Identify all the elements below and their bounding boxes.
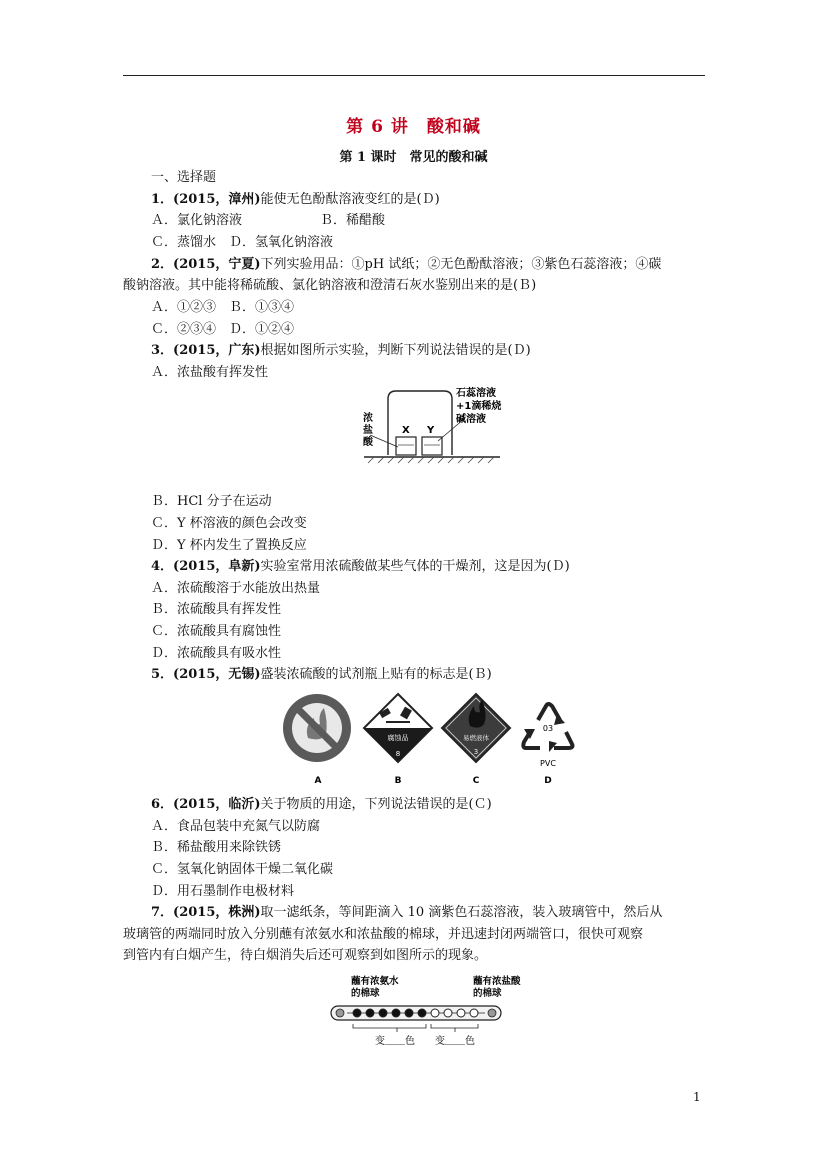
- page-subtitle: 第 1 课时 常见的酸和碱: [339, 150, 488, 165]
- fig7-label-left-1: 蘸有浓氨水: [351, 976, 399, 987]
- question-4-option-d: Ｄ．浓硫酸具有吸水性: [151, 646, 282, 661]
- corrosive-sign-icon: [364, 694, 432, 762]
- fig5-label-c: C: [472, 776, 480, 786]
- page-number: 1: [693, 1090, 701, 1104]
- sign-b-text: 腐蚀品: [387, 734, 409, 742]
- question-6-stem: 6．(2015，临沂)关于物质的用途，下列说法错误的是(Ｃ): [151, 797, 492, 812]
- fig3-label-y: Y: [427, 425, 435, 436]
- fig7-label-bottom-right: 变＿＿色: [435, 1036, 475, 1047]
- sign-d-code: 03: [542, 724, 554, 733]
- question-3-figure: [360, 385, 505, 465]
- sign-d-text: PVC: [540, 759, 556, 768]
- sign-c-text: 易燃液体: [463, 734, 489, 742]
- question-4-option-c: Ｃ．浓硫酸具有腐蚀性: [151, 624, 282, 639]
- question-7-stem-cont-1: 玻璃管的两端同时放入分别蘸有浓氨水和浓盐酸的棉球，并迅速封闭两端管口，很快可观察: [123, 927, 644, 942]
- fig3-label-left-3: 酸: [363, 437, 373, 448]
- question-4-option-b: Ｂ．浓硫酸具有挥发性: [151, 602, 282, 617]
- fig5-label-b: B: [394, 776, 402, 786]
- question-1-option-b: Ｂ．稀醋酸: [320, 213, 386, 228]
- section-heading: 一、选择题: [151, 170, 217, 185]
- question-1-options-cd: Ｃ．蒸馏水 Ｄ．氢氧化钠溶液: [151, 235, 334, 250]
- fig3-label-x: X: [402, 425, 410, 436]
- question-6-option-d: Ｄ．用石墨制作电极材料: [151, 884, 295, 899]
- question-3-stem: 3．(2015，广东)根据如图所示实验，判断下列说法错误的是(Ｄ): [151, 343, 531, 358]
- fig3-label-left-1: 浓: [363, 413, 373, 424]
- fig3-label-right-2: +1滴稀烧: [456, 401, 502, 412]
- fig5-label-d: D: [544, 776, 552, 786]
- question-7-figure: [325, 972, 521, 1050]
- flammable-liquid-sign-icon: [442, 694, 510, 762]
- fig7-label-right-2: 的棉球: [473, 988, 502, 999]
- question-2-stem: 2．(2015，宁夏)下列实验用品：①pH 试纸；②无色酚酞溶液；③紫色石蕊溶液；④碳: [151, 257, 662, 272]
- fig7-label-bottom-left: 变＿＿色: [375, 1036, 415, 1047]
- fig5-label-a: A: [314, 776, 322, 786]
- question-2-stem-cont: 酸钠溶液。其中能将稀硫酸、氯化钠溶液和澄清石灰水鉴别出来的是(Ｂ): [123, 278, 537, 293]
- question-7-stem: 7．(2015，株洲)取一滤纸条，等间距滴入 10 滴紫色石蕊溶液，装入玻璃管中，然后从: [151, 905, 663, 920]
- question-3-option-b: Ｂ．HCl 分子在运动: [151, 494, 272, 509]
- question-5-figure: [278, 692, 588, 788]
- question-2-options-cd: Ｃ．②③④ Ｄ．①②④: [151, 322, 295, 337]
- fig3-label-right-3: 碱溶液: [456, 414, 486, 425]
- no-fire-sign-icon: [283, 694, 351, 762]
- question-1-option-a: Ａ．氯化钠溶液: [151, 213, 243, 228]
- question-3-option-a: Ａ．浓盐酸有挥发性: [151, 365, 269, 380]
- left-cotton-ball: [336, 1009, 344, 1017]
- sign-b-number: 8: [395, 750, 401, 758]
- fig7-label-right-1: 蘸有浓盐酸: [473, 976, 521, 987]
- question-1-stem: 1．(2015，漳州)能使无色酚酞溶液变红的是(Ｄ): [151, 192, 440, 207]
- question-2-options-ab: Ａ．①②③ Ｂ．①③④: [151, 300, 295, 315]
- question-3-option-c: Ｃ．Y 杯溶液的颜色会改变: [151, 516, 307, 531]
- question-6-option-b: Ｂ．稀盐酸用来除铁锈: [151, 840, 282, 855]
- question-4-option-a: Ａ．浓硫酸溶于水能放出热量: [151, 581, 321, 596]
- question-6-option-a: Ａ．食品包装中充氮气以防腐: [151, 819, 321, 834]
- question-7-stem-cont-2: 到管内有白烟产生，待白烟消失后还可观察到如图所示的现象。: [123, 948, 488, 963]
- right-cotton-ball: [488, 1009, 496, 1017]
- fig7-label-left-2: 的棉球: [351, 988, 380, 999]
- question-3-option-d: Ｄ．Y 杯内发生了置换反应: [151, 538, 307, 553]
- page-title: 第 6 讲 酸和碱: [346, 117, 481, 137]
- question-4-stem: 4．(2015，阜新)实验室常用浓硫酸做某些气体的干燥剂，这是因为(Ｄ): [151, 559, 570, 574]
- fig3-label-right-1: 石蕊溶液: [456, 388, 496, 399]
- header-rule: [123, 75, 705, 76]
- sign-c-number: 3: [473, 748, 479, 756]
- question-6-option-c: Ｃ．氢氧化钠固体干燥二氧化碳: [151, 862, 334, 877]
- fig3-label-left-2: 盐: [363, 425, 373, 436]
- question-5-stem: 5．(2015，无锡)盛装浓硫酸的试剂瓶上贴有的标志是(Ｂ): [151, 667, 492, 682]
